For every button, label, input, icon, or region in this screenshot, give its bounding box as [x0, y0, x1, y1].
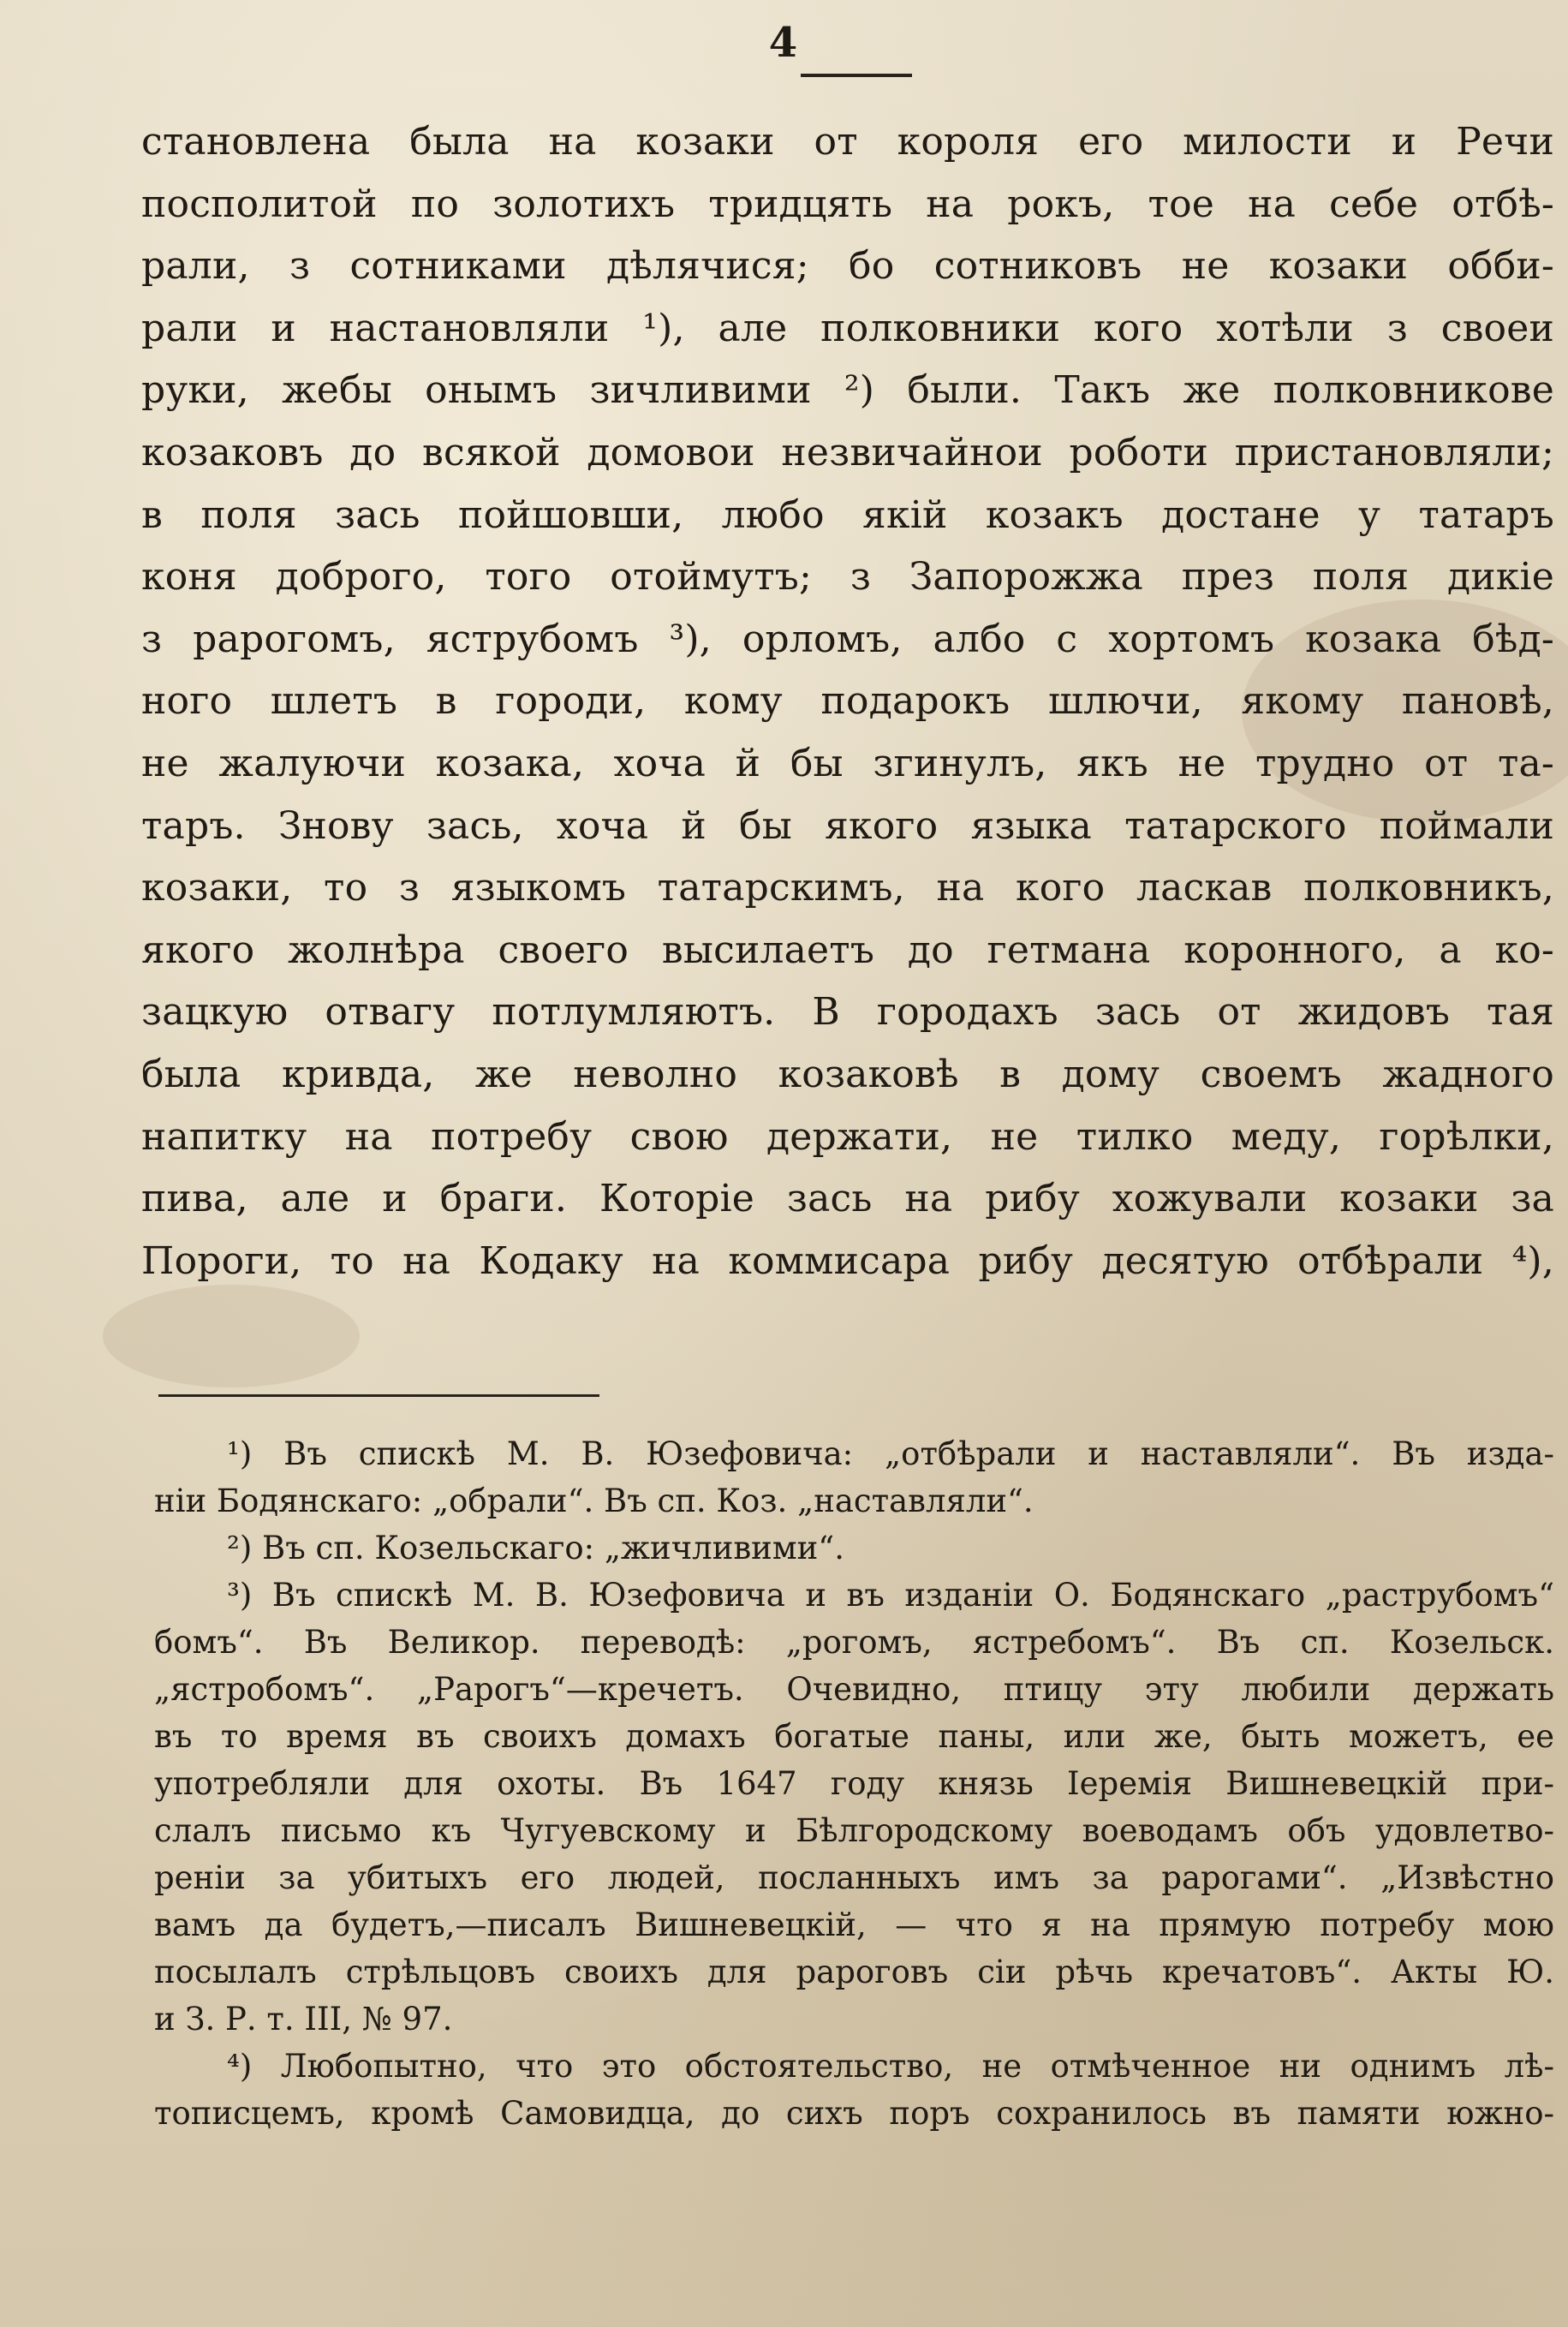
text-line: напитку на потребу свою держати, не тилко меду, горѣлки,	[141, 1114, 1554, 1159]
footnote-line: и З. Р. т. III, № 97.	[154, 2001, 453, 2038]
main-text	[141, 111, 1554, 1292]
text-line: посполитой по золотихъ тридцять на рокъ, тое на себе отбѣ-	[141, 182, 1554, 226]
text-line: з рарогомъ, яструбомъ ³), орломъ, албо с хортомъ козака бѣд-	[141, 617, 1554, 661]
footnotes	[154, 1430, 1554, 2137]
text-line: не жалуючи козака, хоча й бы згинулъ, якъ не трудно от та-	[141, 741, 1554, 785]
text-line: таръ. Знову зась, хоча й бы якого языка татарского поймали	[141, 803, 1554, 848]
footnote-line: ²) Въ сп. Козельскаго: „жичливими“.	[227, 1530, 844, 1566]
page-number: 4	[768, 19, 800, 67]
footnote-line: посылалъ стрѣльцовъ своихъ для рароговъ сіи рѣчь кречатовъ“. Акты Ю.	[154, 1954, 1554, 1990]
text-line: пива, але и браги. Которіе зась на рибу хожували козаки за	[141, 1177, 1554, 1221]
text-line: была кривда, же неволно козаковѣ в дому своемъ жадного	[141, 1052, 1554, 1096]
text-line: козаковъ до всякой домовои незвичайнои роботи пристановляли;	[141, 430, 1554, 474]
footnote-separator	[158, 1394, 599, 1397]
text-line: якого жолнѣра своего высилаетъ до гетмана коронного, а ко-	[141, 928, 1554, 972]
footnote-line: „ястробомъ“. „Рарогъ“—кречетъ. Очевидно, птицу эту любили держать	[154, 1671, 1554, 1708]
text-line: руки, жебы онымъ зичливими ²) были. Такъ же полковникове	[141, 368, 1554, 413]
footnote-line: ⁴) Любопытно, что это обстоятельство, не отмѣченное ни однимъ лѣ-	[227, 2048, 1554, 2085]
text-line: становлена была на козаки от короля его милости и Речи	[141, 120, 1554, 164]
footnote-line: ніи Бодянскаго: „обрали“. Въ сп. Коз. „наставляли“.	[154, 1483, 1034, 1519]
text-line: коня доброго, того отоймутъ; з Запорожжа през поля дикіе	[141, 555, 1554, 600]
text-line: рали и настановляли ¹), але полковники кого хотѣли з своеи	[141, 306, 1554, 350]
footnote-line: слалъ письмо къ Чугуевскому и Бѣлгородскому воеводамъ объ удовлетво-	[154, 1812, 1554, 1849]
text-line: Пороги, то на Кодаку на коммисара рибу десятую отбѣрали ⁴),	[141, 1238, 1554, 1283]
footnote-line: бомъ“. Въ Великор. переводѣ: „рогомъ, ястребомъ“. Въ сп. Козельск.	[154, 1624, 1554, 1661]
footnote-line: ¹) Въ спискѣ М. В. Юзефовича: „отбѣрали и наставляли“. Въ изда-	[227, 1435, 1554, 1472]
text-line: зацкую отвагу потлумляютъ. В городахъ зась от жидовъ тая	[141, 990, 1554, 1035]
text-line: в поля зась пойшовши, любо якій козакъ достане у татаръ	[141, 492, 1554, 537]
footnote-line: тописцемъ, кромѣ Самовидца, до сихъ поръ сохранилось въ памяти южно-	[154, 2095, 1554, 2132]
text-line: козаки, то з языкомъ татарскимъ, на кого ласкав полковникъ,	[141, 866, 1554, 910]
paper-stain	[103, 1285, 360, 1387]
page-number-rule	[801, 74, 912, 77]
footnote-line: ³) Въ спискѣ М. В. Юзефовича и въ изданіи О. Бодянскаго „раструбомъ“	[227, 1577, 1554, 1614]
text-line: ного шлетъ в городи, кому подарокъ шлючи, якому пановѣ,	[141, 679, 1554, 724]
footnote-line: въ то время въ своихъ домахъ богатые паны, или же, быть можетъ, ее	[154, 1718, 1554, 1755]
footnote-line: употребляли для охоты. Въ 1647 году князь Іеремія Вишневецкій при-	[154, 1765, 1554, 1802]
footnote-line: реніи за убитыхъ его людей, посланныхъ имъ за рарогами“. „Извѣстно	[154, 1859, 1554, 1896]
footnote-line: вамъ да будетъ,—писалъ Вишневецкій, — что я на прямую потребу мою	[154, 1906, 1554, 1943]
text-line: рали, з сотниками дѣлячися; бо сотниковъ не козаки обби-	[141, 244, 1554, 289]
